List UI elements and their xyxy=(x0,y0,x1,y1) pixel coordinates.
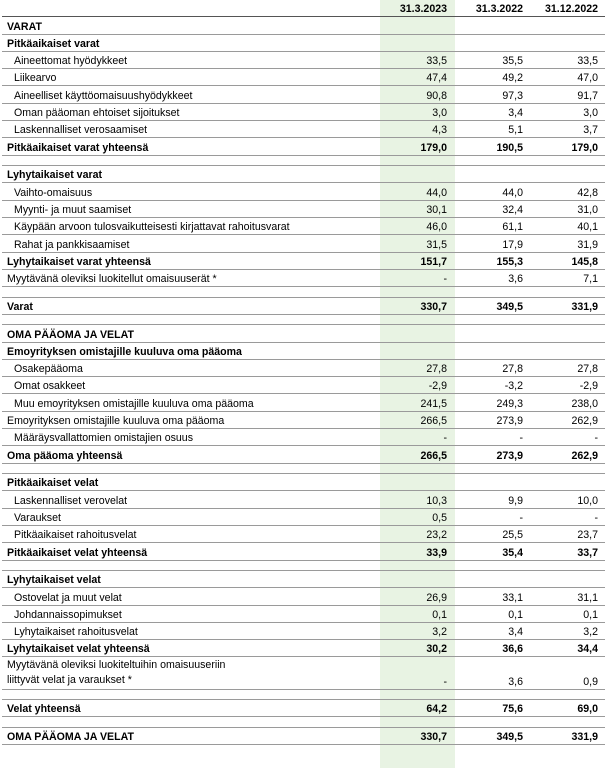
value-cell: 33,9 xyxy=(426,546,447,559)
value-cell: 31,5 xyxy=(426,238,447,251)
value-cell: 31,1 xyxy=(577,591,598,604)
value-cell: 179,0 xyxy=(420,141,447,154)
line-item-row xyxy=(0,658,607,690)
value-cell: 3,2 xyxy=(432,626,447,639)
value-cell: 69,0 xyxy=(577,703,598,716)
value-cell: 35,4 xyxy=(502,546,523,559)
value-cell: 64,2 xyxy=(426,703,447,716)
value-cell: 9,9 xyxy=(508,494,523,507)
value-cell: 331,9 xyxy=(571,730,598,743)
row-label: OMA PÄÄOMA JA VELAT xyxy=(7,730,134,743)
line-item-row xyxy=(0,377,607,394)
value-cell: 3,6 xyxy=(508,675,523,688)
value-cell: 47,0 xyxy=(577,72,598,85)
value-cell: 46,0 xyxy=(426,221,447,234)
row-label xyxy=(7,658,225,688)
value-cell: 349,5 xyxy=(496,730,523,743)
line-item-row xyxy=(0,728,607,745)
value-cell: 179,0 xyxy=(571,141,598,154)
row-label: Pitkäaikaiset velat yhteensä xyxy=(7,546,148,559)
value-cell: 7,1 xyxy=(583,273,598,286)
row-label: Oma pääoma yhteensä xyxy=(7,449,123,462)
row-label: Myynti- ja muut saamiset xyxy=(14,203,132,216)
row-label: Laskennalliset verosaamiset xyxy=(14,124,148,137)
row-label: Laskennalliset verovelat xyxy=(14,494,128,507)
line-item-row xyxy=(0,623,607,640)
value-cell: 249,3 xyxy=(496,397,523,410)
value-cell: 30,1 xyxy=(426,203,447,216)
value-cell: 238,0 xyxy=(571,397,598,410)
line-item-row xyxy=(0,543,607,560)
value-cell: 0,1 xyxy=(508,608,523,621)
line-item-row xyxy=(0,412,607,429)
value-cell: 151,7 xyxy=(420,255,447,268)
section-heading-row xyxy=(0,35,607,52)
value-cell: 0,9 xyxy=(583,675,598,688)
row-label: Pitkäaikaiset velat xyxy=(7,477,99,490)
value-cell: 49,2 xyxy=(502,72,523,85)
value-cell: 262,9 xyxy=(571,415,598,428)
value-cell: 35,5 xyxy=(502,55,523,68)
value-cell: 0,5 xyxy=(432,511,447,524)
line-item-row xyxy=(0,235,607,252)
value-cell: 23,7 xyxy=(577,529,598,542)
line-item-row xyxy=(0,298,607,315)
row-label: Määräysvallattomien omistajien osuus xyxy=(14,432,193,445)
value-cell: 17,9 xyxy=(502,238,523,251)
line-item-row xyxy=(0,201,607,218)
row-label: Osakepääoma xyxy=(14,363,83,376)
spacer-row xyxy=(0,717,607,727)
section-heading-row xyxy=(0,166,607,183)
value-cell: 4,3 xyxy=(432,124,447,137)
section-heading-row xyxy=(0,571,607,588)
value-cell: 23,2 xyxy=(426,529,447,542)
line-item-row xyxy=(0,606,607,623)
line-item-row xyxy=(0,588,607,605)
row-label: Muu emoyrityksen omistajille kuuluva oma pääoma xyxy=(14,397,254,410)
value-cell: 0,1 xyxy=(432,608,447,621)
line-item-row xyxy=(0,183,607,200)
value-cell: 273,9 xyxy=(496,449,523,462)
spacer-row xyxy=(0,287,607,297)
value-cell: - xyxy=(519,511,523,524)
row-label: Liikearvo xyxy=(14,72,57,85)
spacer-row xyxy=(0,464,607,474)
value-cell: 90,8 xyxy=(426,89,447,102)
value-cell: 330,7 xyxy=(420,730,447,743)
value-cell: 330,7 xyxy=(420,300,447,313)
spacer-row xyxy=(0,690,607,700)
column-header: 31.12.2022 xyxy=(544,3,598,15)
row-label: Johdannaissopimukset xyxy=(14,608,122,621)
row-label: Myytävänä oleviksi luokitellut omaisuuserät * xyxy=(7,273,217,286)
line-item-row xyxy=(0,509,607,526)
value-cell: 266,5 xyxy=(420,449,447,462)
value-cell: 3,6 xyxy=(508,273,523,286)
value-cell: 75,6 xyxy=(502,703,523,716)
value-cell: 33,5 xyxy=(577,55,598,68)
value-cell: 91,7 xyxy=(577,89,598,102)
value-cell: 10,3 xyxy=(426,494,447,507)
row-label: Omat osakkeet xyxy=(14,380,86,393)
spacer-row xyxy=(0,156,607,166)
line-item-row xyxy=(0,104,607,121)
value-cell: -3,2 xyxy=(504,380,523,393)
line-item-row xyxy=(0,270,607,287)
value-cell: 31,9 xyxy=(577,238,598,251)
row-label: Lyhytaikaiset velat xyxy=(7,574,101,587)
value-cell: 30,2 xyxy=(426,643,447,656)
value-cell: - xyxy=(594,432,598,445)
section-heading-row xyxy=(0,343,607,360)
value-cell: - xyxy=(519,432,523,445)
value-cell: 44,0 xyxy=(426,186,447,199)
value-cell: 145,8 xyxy=(571,255,598,268)
row-label: Lyhytaikaiset varat yhteensä xyxy=(7,255,151,268)
value-cell: - xyxy=(443,432,447,445)
value-cell: 27,8 xyxy=(426,363,447,376)
value-cell: 3,2 xyxy=(583,626,598,639)
row-label: Lyhytaikaiset rahoitusvelat xyxy=(14,626,138,639)
row-label: Rahat ja pankkisaamiset xyxy=(14,238,130,251)
value-cell: 61,1 xyxy=(502,221,523,234)
line-item-row xyxy=(0,87,607,104)
row-label: OMA PÄÄOMA JA VELAT xyxy=(7,328,134,341)
value-cell: 40,1 xyxy=(577,221,598,234)
row-label: Pitkäaikaiset varat xyxy=(7,37,100,50)
line-item-row xyxy=(0,360,607,377)
row-label: Emoyrityksen omistajille kuuluva oma pääoma xyxy=(7,415,225,428)
line-item-row xyxy=(0,429,607,446)
line-item-row xyxy=(0,640,607,657)
value-cell: 34,4 xyxy=(577,643,598,656)
line-item-row xyxy=(0,526,607,543)
column-header: 31.3.2022 xyxy=(475,3,523,15)
value-cell: 3,4 xyxy=(508,107,523,120)
value-cell: -2,9 xyxy=(428,380,447,393)
row-label-line: liittyvät velat ja varaukset * xyxy=(7,673,132,686)
value-cell: 26,9 xyxy=(426,591,447,604)
value-cell: 349,5 xyxy=(496,300,523,313)
value-cell: - xyxy=(594,511,598,524)
row-label: Varaukset xyxy=(14,511,61,524)
value-cell: 3,0 xyxy=(583,107,598,120)
row-label: Velat yhteensä xyxy=(7,703,81,716)
row-label: VARAT xyxy=(7,20,42,33)
line-item-row xyxy=(0,491,607,508)
value-cell: 3,7 xyxy=(583,124,598,137)
row-label: Pitkäaikaiset varat yhteensä xyxy=(7,141,149,154)
spacer-row xyxy=(0,561,607,571)
row-label: Aineelliset käyttöomaisuushyödykkeet xyxy=(14,89,193,102)
value-cell: 27,8 xyxy=(577,363,598,376)
value-cell: 44,0 xyxy=(502,186,523,199)
column-header: 31.3.2023 xyxy=(399,3,447,15)
value-cell: - xyxy=(443,675,447,688)
value-cell: 262,9 xyxy=(571,449,598,462)
line-item-row xyxy=(0,138,607,155)
value-cell: 31,0 xyxy=(577,203,598,216)
value-cell: 241,5 xyxy=(420,397,447,410)
value-cell: 190,5 xyxy=(496,141,523,154)
row-label: Varat xyxy=(7,300,33,313)
value-cell: 266,5 xyxy=(420,415,447,428)
value-cell: -2,9 xyxy=(579,380,598,393)
value-cell: 97,3 xyxy=(502,89,523,102)
value-cell: 273,9 xyxy=(496,415,523,428)
value-cell: 33,7 xyxy=(577,546,598,559)
line-item-row xyxy=(0,121,607,138)
value-cell: 33,1 xyxy=(502,591,523,604)
row-label: Ostovelat ja muut velat xyxy=(14,591,122,604)
line-item-row xyxy=(0,218,607,235)
value-cell: - xyxy=(443,273,447,286)
row-label: Lyhytaikaiset varat xyxy=(7,169,103,182)
value-cell: 3,0 xyxy=(432,107,447,120)
column-header-row xyxy=(0,0,607,17)
section-heading-row xyxy=(0,325,607,342)
value-cell: 42,8 xyxy=(577,186,598,199)
line-item-row xyxy=(0,700,607,717)
row-label: Emoyrityksen omistajille kuuluva oma pääoma xyxy=(7,345,242,358)
line-item-row xyxy=(0,69,607,86)
value-cell: 25,5 xyxy=(502,529,523,542)
value-cell: 155,3 xyxy=(496,255,523,268)
row-label: Vaihto-omaisuus xyxy=(14,186,93,199)
row-label: Pitkäaikaiset rahoitusvelat xyxy=(14,529,137,542)
row-label: Lyhytaikaiset velat yhteensä xyxy=(7,643,150,656)
line-item-row xyxy=(0,395,607,412)
value-cell: 5,1 xyxy=(508,124,523,137)
line-item-row xyxy=(0,52,607,69)
line-item-row xyxy=(0,446,607,463)
value-cell: 3,4 xyxy=(508,626,523,639)
section-heading-row xyxy=(0,17,607,34)
value-cell: 32,4 xyxy=(502,203,523,216)
value-cell: 331,9 xyxy=(571,300,598,313)
row-label: Käypään arvoon tulosvaikutteisesti kirjattavat rahoitusvarat xyxy=(14,221,290,234)
value-cell: 33,5 xyxy=(426,55,447,68)
row-label-line: Myytävänä oleviksi luokiteltuihin omaisuuseriin xyxy=(7,658,226,671)
spacer-row xyxy=(0,315,607,325)
section-heading-row xyxy=(0,474,607,491)
value-cell: 0,1 xyxy=(583,608,598,621)
row-label: Oman pääoman ehtoiset sijoitukset xyxy=(14,107,180,120)
value-cell: 47,4 xyxy=(426,72,447,85)
value-cell: 36,6 xyxy=(502,643,523,656)
value-cell: 27,8 xyxy=(502,363,523,376)
row-label: Aineettomat hyödykkeet xyxy=(14,55,128,68)
value-cell: 10,0 xyxy=(577,494,598,507)
line-item-row xyxy=(0,253,607,270)
